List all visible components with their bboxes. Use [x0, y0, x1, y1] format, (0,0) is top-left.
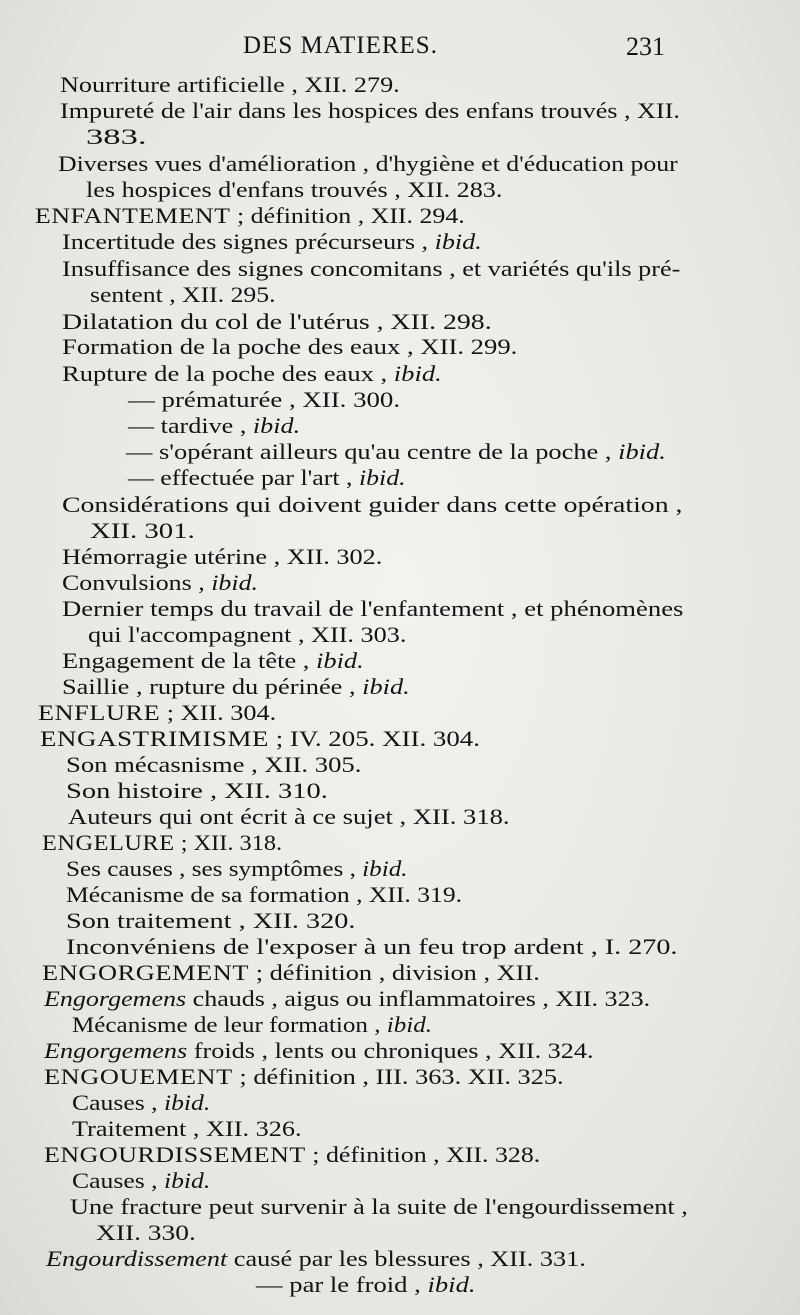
italic-text: Engorgemens	[44, 986, 187, 1011]
index-line	[35, 203, 465, 229]
index-line	[96, 1220, 196, 1246]
index-line	[44, 1064, 564, 1090]
entry-text: chauds , aigus ou inflammatoires , XII. 323.	[186, 986, 651, 1011]
page-number: 231	[626, 32, 665, 61]
entry-heading: ENFLURE	[38, 700, 161, 725]
entry-text: Impureté de l'air dans les hospices des enfans trouvés , XII.	[60, 98, 680, 123]
entry-text: Son histoire , XII. 310.	[66, 778, 328, 803]
entry-text: Ses causes , ses symptômes ,	[66, 856, 363, 881]
italic-text: ibid.	[358, 465, 406, 490]
index-line	[70, 1194, 688, 1220]
entry-text: Traitement , XII. 326.	[72, 1116, 302, 1141]
entry-text: — effectuée par l'art ,	[128, 465, 359, 490]
entry-text: Hémorragie utérine , XII. 302.	[62, 544, 383, 569]
entry-text: ; définition , division , XII.	[249, 960, 540, 985]
entry-heading: ENGASTRIMISME	[40, 726, 269, 751]
index-line	[62, 256, 680, 282]
index-line	[62, 309, 492, 335]
entry-text: Formation de la poche des eaux , XII. 299.	[62, 334, 518, 359]
entry-text: ; XII. 318.	[174, 830, 283, 855]
entry-heading: ENFANTEMENT	[35, 203, 231, 228]
index-line	[60, 98, 680, 124]
page-header	[0, 30, 800, 66]
entry-heading: ENGORGEMENT	[42, 960, 250, 985]
index-line	[72, 1090, 210, 1116]
index-line	[86, 177, 502, 203]
italic-text: ibid.	[252, 413, 301, 438]
index-line	[90, 518, 195, 544]
italic-text: ibid.	[386, 1012, 433, 1037]
index-line	[88, 622, 406, 648]
entry-text: — tardive ,	[128, 413, 253, 438]
index-line	[40, 726, 480, 752]
entry-text: Mécanisme de sa formation , XII. 319.	[66, 882, 463, 907]
index-line	[58, 151, 678, 177]
index-line	[42, 960, 540, 986]
entry-text: Convulsions ,	[62, 570, 212, 595]
entry-text: ; définition , XII. 294.	[230, 203, 465, 228]
index-line	[72, 1168, 210, 1194]
italic-text: ibid.	[393, 361, 442, 386]
entry-text: Dilatation du col de l'utérus , XII. 298.	[62, 309, 492, 334]
entry-text: Rupture de la poche des eaux ,	[62, 361, 394, 386]
index-line	[128, 413, 300, 439]
italic-text: ibid.	[316, 648, 364, 673]
index-line	[44, 1038, 594, 1064]
entry-text: Nourriture artificielle , XII. 279.	[60, 72, 400, 97]
entry-text: Une fracture peut survenir à la suite de l'engourdissement ,	[70, 1194, 688, 1219]
italic-text: Engourdissement	[46, 1246, 228, 1271]
index-line	[62, 361, 442, 387]
index-line	[128, 465, 406, 491]
entry-text: causé par les blessures , XII. 331.	[227, 1246, 586, 1271]
index-line	[44, 1142, 540, 1168]
index-line	[66, 908, 355, 934]
entry-text: Saillie , rupture du périnée ,	[62, 674, 363, 699]
index-line	[60, 72, 400, 98]
entry-text: XII. 330.	[96, 1220, 196, 1245]
index-line	[72, 1012, 432, 1038]
entry-text: ; XII. 304.	[160, 700, 277, 725]
entry-text: ; définition , III. 363. XII. 325.	[232, 1064, 564, 1089]
entry-text: qui l'accompagnent , XII. 303.	[88, 622, 407, 647]
index-line	[66, 752, 361, 778]
index-line	[46, 1246, 586, 1272]
index-line	[62, 674, 410, 700]
italic-text: ibid.	[618, 439, 666, 464]
entry-text: Considérations qui doivent guider dans cette opération ,	[62, 492, 683, 517]
index-line	[62, 229, 482, 255]
index-line	[62, 544, 382, 570]
index-line	[90, 282, 276, 308]
italic-text: ibid.	[434, 229, 482, 254]
index-line	[66, 882, 462, 908]
index-line	[86, 124, 147, 150]
entry-text: 383.	[86, 124, 147, 149]
index-line	[128, 387, 400, 413]
index-line	[68, 804, 510, 830]
italic-text: Engorgemens	[44, 1038, 188, 1063]
index-line	[256, 1272, 476, 1298]
italic-text: ibid.	[163, 1090, 211, 1115]
entry-text: Son mécasnisme , XII. 305.	[66, 752, 362, 777]
index-line	[62, 648, 364, 674]
entry-heading: ENGELURE	[42, 830, 175, 855]
entry-text: Son traitement , XII. 320.	[66, 908, 356, 933]
index-line	[44, 986, 650, 1012]
index-line	[66, 778, 328, 804]
entry-text: Dernier temps du travail de l'enfantement , et phénomènes	[62, 596, 684, 621]
index-line	[38, 700, 276, 726]
index-line	[62, 492, 683, 518]
entry-text: Engagement de la tête ,	[62, 648, 317, 673]
entry-text: ; IV. 205. XII. 304.	[268, 726, 480, 751]
entry-text: sentent , XII. 295.	[90, 282, 276, 307]
entry-text: — prématurée , XII. 300.	[128, 387, 401, 412]
index-line	[66, 856, 408, 882]
italic-text: ibid.	[362, 674, 410, 699]
running-title: DES MATIERES.	[243, 32, 438, 59]
entry-text: Diverses vues d'amélioration , d'hygiène et d'éducation pour	[58, 151, 678, 176]
index-line	[62, 570, 258, 596]
italic-text: ibid.	[362, 856, 408, 881]
entry-text: Mécanisme de leur formation ,	[72, 1012, 387, 1037]
entry-heading: ENGOUEMENT	[44, 1064, 233, 1089]
entry-text: les hospices d'enfans trouvés , XII. 283.	[86, 177, 503, 202]
entry-heading: ENGOURDISSEMENT	[44, 1142, 306, 1167]
index-line	[62, 334, 517, 360]
entry-text: Causes ,	[72, 1168, 164, 1193]
italic-text: ibid.	[427, 1272, 476, 1297]
entry-text: — s'opérant ailleurs qu'au centre de la poche ,	[126, 439, 619, 464]
index-line	[66, 934, 677, 960]
index-line	[72, 1116, 302, 1142]
index-line	[42, 830, 282, 856]
italic-text: ibid.	[163, 1168, 211, 1193]
entry-text: Inconvéniens de l'exposer à un feu trop ardent , I. 270.	[66, 934, 678, 959]
entry-text: Incertitude des signes précurseurs ,	[62, 229, 435, 254]
italic-text: ibid.	[211, 570, 259, 595]
entry-text: ; définition , XII. 328.	[305, 1142, 541, 1167]
entry-text: Causes ,	[72, 1090, 164, 1115]
index-line	[126, 439, 666, 465]
entry-text: froids , lents ou chroniques , XII. 324.	[187, 1038, 594, 1063]
index-line	[62, 596, 683, 622]
entry-text: Insuffisance des signes concomitans , et variétés qu'ils pré-	[62, 256, 681, 281]
entry-text: XII. 301.	[90, 518, 195, 543]
entry-text: — par le froid ,	[256, 1272, 428, 1297]
entry-text: Auteurs qui ont écrit à ce sujet , XII. 318.	[68, 804, 510, 829]
